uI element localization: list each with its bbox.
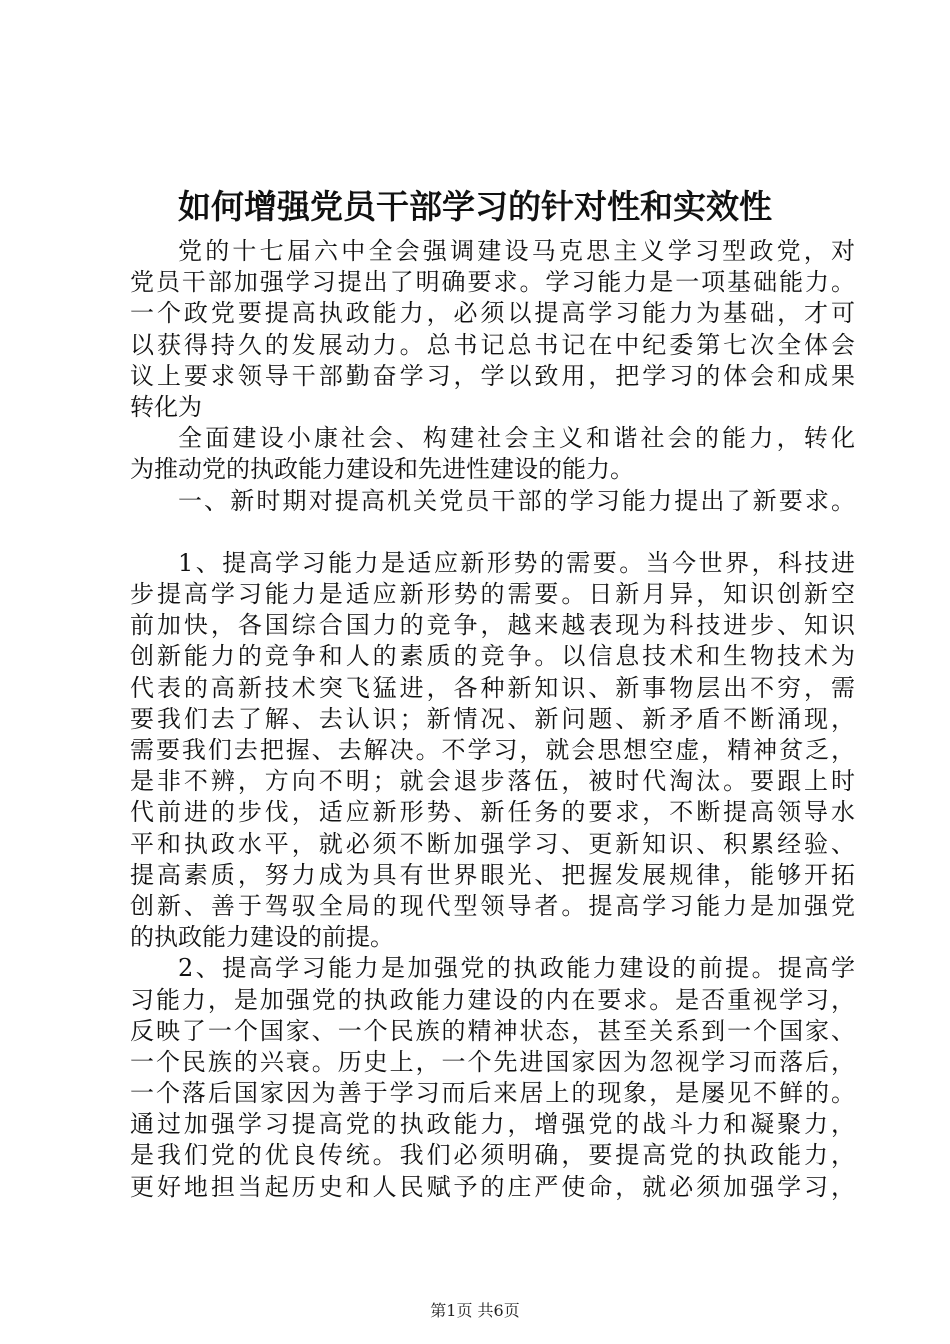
text-line: 2、提高学习能力是加强党的执政能力建设的前提。提高学 xyxy=(178,954,855,983)
text-line: 是非不辨，方向不明；就会退步落伍，被时代淘汰。要跟上时 xyxy=(130,767,855,796)
text-line: 前加快，各国综合国力的竞争，越来越表现为科技进步、知识 xyxy=(130,611,855,640)
text-line: 一个落后国家因为善于学习而后来居上的现象，是屡见不鲜的。 xyxy=(130,1079,855,1108)
text-line: 代前进的步伐，适应新形势、新任务的要求，不断提高领导水 xyxy=(130,798,855,827)
page-footer: 第1页 共6页 xyxy=(430,1301,520,1320)
text-line: 习能力，是加强党的执政能力建设的内在要求。是否重视学习， xyxy=(130,985,855,1014)
text-line: 平和执政水平，就必须不断加强学习、更新知识、积累经验、 xyxy=(130,829,855,858)
text-line: 是我们党的优良传统。我们必须明确，要提高党的执政能力， xyxy=(130,1141,855,1170)
text-line: 一个民族的兴衰。历史上，一个先进国家因为忽视学习而落后， xyxy=(130,1047,855,1076)
text-line: 要我们去了解、去认识；新情况、新问题、新矛盾不断涌现， xyxy=(130,704,855,733)
text-line: 通过加强学习提高党的执政能力，增强党的战斗力和凝聚力， xyxy=(130,1110,855,1139)
text-line: 转化为 xyxy=(130,392,202,421)
text-line: 提高素质，努力成为具有世界眼光、把握发展规律，能够开拓 xyxy=(130,860,855,889)
text-line: 需要我们去把握、去解决。不学习，就会思想空虚，精神贫乏， xyxy=(130,736,855,764)
text-line: 的执政能力建设的前提。 xyxy=(130,923,394,952)
text-line: 全面建设小康社会、构建社会主义和谐社会的能力，转化 xyxy=(178,424,855,453)
text-line: 创新、善于驾驭全局的现代型领导者。提高学习能力是加强党 xyxy=(130,891,855,920)
section-heading: 一、新时期对提高机关党员干部的学习能力提出了新要求。 xyxy=(178,486,855,515)
document-title: 如何增强党员干部学习的针对性和实效性 xyxy=(178,187,772,226)
text-line: 更好地担当起历史和人民赋予的庄严使命，就必须加强学习， xyxy=(130,1172,855,1201)
text-line: 反映了一个国家、一个民族的精神状态，甚至关系到一个国家、 xyxy=(130,1016,855,1045)
paragraph-gap xyxy=(130,517,855,548)
text-line: 以获得持久的发展动力。总书记总书记在中纪委第七次全体会 xyxy=(130,330,855,359)
text-line: 步提高学习能力是适应新形势的需要。日新月异，知识创新空 xyxy=(130,580,855,609)
text-line: 代表的高新技术突飞猛进，各种新知识、新事物层出不穷，需 xyxy=(130,673,855,702)
text-line: 创新能力的竞争和人的素质的竞争。以信息技术和生物技术为 xyxy=(130,642,855,671)
text-line: 党的十七届六中全会强调建设马克思主义学习型政党，对 xyxy=(178,237,855,265)
text-line: 一个政党要提高执政能力，必须以提高学习能力为基础，才可 xyxy=(130,299,855,328)
text-line: 1、提高学习能力是适应新形势的需要。当今世界，科技进 xyxy=(178,548,855,577)
text-line: 党员干部加强学习提出了明确要求。学习能力是一项基础能力。 xyxy=(130,268,855,297)
text-line: 议上要求领导干部勤奋学习，学以致用，把学习的体会和成果 xyxy=(130,361,855,390)
document-body xyxy=(130,236,855,1203)
text-line: 为推动党的执政能力建设和先进性建设的能力。 xyxy=(130,455,634,484)
